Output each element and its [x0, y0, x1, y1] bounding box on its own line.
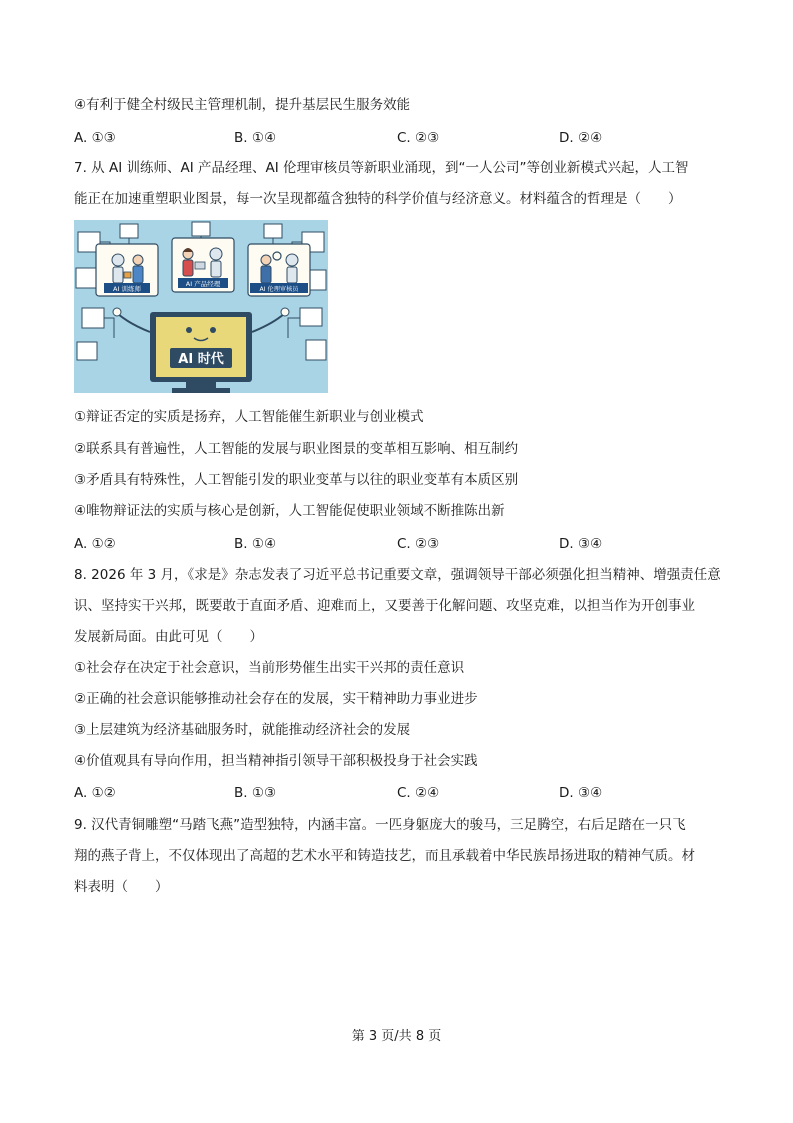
q8-stem-line-2: 识、坚持实干兴邦，既要敢于直面矛盾、迎难而上，又要善于化解问题、攻坚克难，以担当作为开创事业	[74, 598, 695, 614]
q7-option-b: B. ①④	[234, 536, 277, 552]
role-card-product-manager	[172, 238, 234, 292]
q7-stem-line-1: 7. 从 AI 训练师、AI 产品经理、AI 伦理审核员等新职业涌现，到“一人公司”等创业新模式兴起，人工智	[74, 160, 689, 176]
q7-statement-2: ②联系具有普遍性，人工智能的发展与职业图景的变革相互影响、相互制约	[74, 441, 519, 457]
q8-statement-1: ①社会存在决定于社会意识，当前形势催生出实干兴邦的责任意识	[74, 660, 465, 676]
q7-statement-4: ④唯物辩证法的实质与核心是创新，人工智能促使职业领域不断推陈出新	[74, 503, 505, 519]
role-card-ethics-reviewer	[248, 244, 310, 296]
q8-statement-2: ②正确的社会意识能够推动社会存在的发展，实干精神助力事业进步	[74, 691, 478, 707]
screen-label: AI 时代	[178, 352, 224, 367]
q7-option-a: A. ①②	[74, 536, 116, 552]
q8-statement-4: ④价值观具有导向作用，担当精神指引领导干部积极投身于社会实践	[74, 753, 478, 769]
q7-stem-line-2: 能正在加速重塑职业图景，每一次呈现都蕴含独特的科学价值与经济意义。材料蕴含的哲理是（ ）	[74, 191, 682, 207]
role-card-trainer	[96, 244, 158, 296]
q6-option-c: C. ②③	[397, 130, 440, 146]
q8-statement-3: ③上层建筑为经济基础服务时，就能推动经济社会的发展	[74, 722, 411, 738]
q9-stem-line-2: 翔的燕子背上，不仅体现出了高超的艺术水平和铸造技艺，而且承载着中华民族昂扬进取的精神气质。材	[74, 848, 695, 864]
role-label-ethics-reviewer: AI 伦理审核员	[259, 286, 299, 293]
role-label-product-manager: AI 产品经理	[185, 280, 221, 288]
q8-option-a: A. ①②	[74, 785, 116, 801]
q8-option-d: D. ③④	[559, 785, 603, 801]
q9-stem-line-1: 9. 汉代青铜雕塑“马踏飞燕”造型独特，内涵丰富。一匹身躯庞大的骏马，三足腾空，右后足踏在一只飞	[74, 817, 686, 833]
q6-options	[74, 128, 724, 148]
q7-options	[74, 534, 724, 554]
q7-statement-1: ①辩证否定的实质是扬弃，人工智能催生新职业与创业模式	[74, 409, 424, 425]
ai-era-illustration	[74, 220, 328, 393]
q9-stem-line-3: 料表明（ ）	[74, 879, 169, 895]
q6-statement-4: ④有利于健全村级民主管理机制，提升基层民生服务效能	[74, 97, 411, 113]
q8-option-c: C. ②④	[397, 785, 440, 801]
q6-option-d: D. ②④	[559, 130, 603, 146]
q6-option-a: A. ①③	[74, 130, 116, 146]
q7-statement-3: ③矛盾具有特殊性，人工智能引发的职业变革与以往的职业变革有本质区别	[74, 472, 519, 488]
q8-options	[74, 783, 724, 803]
q6-option-b: B. ①④	[234, 130, 277, 146]
q7-option-d: D. ③④	[559, 536, 603, 552]
page-number-footer: 第 3 页/共 8 页	[351, 1029, 442, 1044]
q7-option-c: C. ②③	[397, 536, 440, 552]
q8-stem-line-1: 8. 2026 年 3 月，《求是》杂志发表了习近平总书记重要文章，强调领导干部必须强化担当精神、增强责任意	[74, 567, 721, 583]
role-label-trainer: AI 训练师	[113, 285, 141, 293]
q8-option-b: B. ①③	[234, 785, 277, 801]
q8-stem-line-3: 发展新局面。由此可见（ ）	[74, 629, 263, 645]
